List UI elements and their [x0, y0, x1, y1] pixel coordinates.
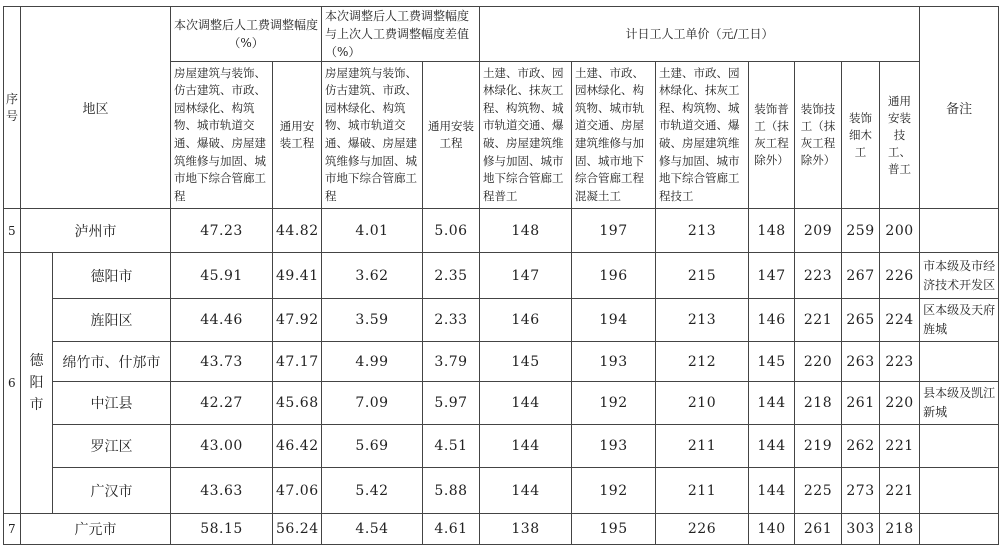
cell-value: 3.59	[322, 299, 423, 342]
cell-value: 4.61	[423, 514, 480, 545]
cell-value: 223	[795, 253, 842, 299]
cell-value: 224	[880, 299, 920, 342]
cell-value: 209	[795, 209, 842, 253]
cell-value: 138	[480, 514, 572, 545]
cell-value: 3.62	[322, 253, 423, 299]
row-note	[920, 514, 999, 545]
cell-value: 42.27	[171, 382, 273, 425]
cell-value: 148	[749, 209, 795, 253]
header-unit-price: 计日工人工单价（元/工日）	[480, 7, 920, 62]
row-note: 县本级及凯江新城	[920, 382, 999, 425]
cell-value: 145	[480, 342, 572, 382]
header-adjust-pct: 本次调整后人工费调整幅度（%）	[171, 7, 322, 62]
header-sub-install: 通用安装工程	[273, 62, 322, 209]
cell-value: 147	[749, 253, 795, 299]
cell-value: 2.33	[423, 299, 480, 342]
cell-value: 5.69	[322, 425, 423, 468]
cell-value: 223	[880, 342, 920, 382]
cell-value: 140	[749, 514, 795, 545]
row-seq: 6	[4, 253, 21, 514]
cell-value: 193	[572, 342, 656, 382]
cell-value: 44.82	[273, 209, 322, 253]
row-note	[920, 342, 999, 382]
table-row	[4, 209, 999, 253]
cell-value: 197	[572, 209, 656, 253]
table-row	[4, 425, 999, 468]
cell-value: 221	[880, 425, 920, 468]
cell-value: 226	[656, 514, 749, 545]
cell-value: 43.00	[171, 425, 273, 468]
cell-value: 4.01	[322, 209, 423, 253]
cell-value: 221	[880, 468, 920, 514]
header-sub-deco-general: 装饰普工（抹灰工程除外）	[749, 62, 795, 209]
cell-value: 195	[572, 514, 656, 545]
table-row	[4, 342, 999, 382]
labor-cost-table	[3, 6, 999, 545]
header-sub-install-diff: 通用安装工程	[423, 62, 480, 209]
cell-value: 218	[795, 382, 842, 425]
cell-value: 267	[842, 253, 880, 299]
header-sub-deco-fine: 装饰细木工	[842, 62, 880, 209]
cell-value: 44.46	[171, 299, 273, 342]
row-region: 罗江区	[53, 425, 171, 468]
row-region: 广元市	[21, 514, 171, 545]
cell-value: 196	[572, 253, 656, 299]
cell-value: 56.24	[273, 514, 322, 545]
cell-value: 261	[842, 382, 880, 425]
row-region: 广汉市	[53, 468, 171, 514]
cell-value: 147	[480, 253, 572, 299]
cell-value: 213	[656, 299, 749, 342]
table-row	[4, 299, 999, 342]
header-row-top	[4, 7, 999, 62]
table-row	[4, 382, 999, 425]
cell-value: 273	[842, 468, 880, 514]
cell-value: 47.17	[273, 342, 322, 382]
row-region: 德阳市	[53, 253, 171, 299]
cell-value: 144	[749, 425, 795, 468]
header-sub-building-diff: 房屋建筑与装饰、仿古建筑、市政、园林绿化、构筑物、城市轨道交通、爆破、房屋建筑维修与加固、城市地下综合管廊工程	[322, 62, 423, 209]
cell-value: 219	[795, 425, 842, 468]
cell-value: 144	[480, 382, 572, 425]
cell-value: 261	[795, 514, 842, 545]
cell-value: 46.42	[273, 425, 322, 468]
row-note	[920, 425, 999, 468]
cell-value: 262	[842, 425, 880, 468]
header-region: 地区	[21, 7, 171, 209]
cell-value: 45.68	[273, 382, 322, 425]
cell-value: 259	[842, 209, 880, 253]
cell-value: 144	[480, 468, 572, 514]
cell-value: 2.35	[423, 253, 480, 299]
cell-value: 145	[749, 342, 795, 382]
row-seq: 7	[4, 514, 21, 545]
cell-value: 220	[795, 342, 842, 382]
cell-value: 5.42	[322, 468, 423, 514]
cell-value: 265	[842, 299, 880, 342]
row-note: 市本级及市经济技术开发区	[920, 253, 999, 299]
header-remark: 备注	[920, 7, 999, 209]
cell-value: 220	[880, 382, 920, 425]
header-adjust-diff: 本次调整后人工费调整幅度与上次人工费调整幅度差值（%）	[322, 7, 480, 62]
cell-value: 4.99	[322, 342, 423, 382]
cell-value: 210	[656, 382, 749, 425]
cell-value: 5.97	[423, 382, 480, 425]
cell-value: 192	[572, 468, 656, 514]
cell-value: 226	[880, 253, 920, 299]
cell-value: 146	[749, 299, 795, 342]
cell-value: 200	[880, 209, 920, 253]
table-row	[4, 514, 999, 545]
cell-value: 215	[656, 253, 749, 299]
cell-value: 45.91	[171, 253, 273, 299]
cell-value: 212	[656, 342, 749, 382]
cell-value: 5.06	[423, 209, 480, 253]
cell-value: 47.92	[273, 299, 322, 342]
cell-value: 221	[795, 299, 842, 342]
cell-value: 211	[656, 425, 749, 468]
cell-value: 225	[795, 468, 842, 514]
header-seq: 序号	[4, 7, 21, 209]
cell-value: 303	[842, 514, 880, 545]
cell-value: 7.09	[322, 382, 423, 425]
cell-value: 47.06	[273, 468, 322, 514]
header-sub-skilled-labor: 土建、市政、园林绿化、抹灰工程、构筑物、城市轨道交通、爆破、房屋建筑维修与加固、城市地下综合管廊工程技工	[656, 62, 749, 209]
table-row	[4, 468, 999, 514]
row-group-city	[21, 253, 53, 514]
header-sub-concrete-labor: 土建、市政、园林绿化、构筑物、城市轨道交通、房屋建筑维修与加固、城市地下综合管廊工程混凝土工	[572, 62, 656, 209]
header-sub-building: 房屋建筑与装饰、仿古建筑、市政、园林绿化、构筑物、城市轨道交通、爆破、房屋建筑维修与加固、城市地下综合管廊工程	[171, 62, 273, 209]
row-seq: 5	[4, 209, 21, 253]
cell-value: 144	[480, 425, 572, 468]
row-note	[920, 468, 999, 514]
row-region: 中江县	[53, 382, 171, 425]
group-city-label: 德阳市	[29, 353, 44, 413]
row-region: 旌阳区	[53, 299, 171, 342]
cell-value: 5.88	[423, 468, 480, 514]
cell-value: 211	[656, 468, 749, 514]
cell-value: 193	[572, 425, 656, 468]
cell-value: 194	[572, 299, 656, 342]
row-note: 区本级及天府旌城	[920, 299, 999, 342]
cell-value: 144	[749, 468, 795, 514]
cell-value: 146	[480, 299, 572, 342]
header-sub-install-labor: 通用安装技工、普工	[880, 62, 920, 209]
cell-value: 43.63	[171, 468, 273, 514]
cell-value: 3.79	[423, 342, 480, 382]
cell-value: 263	[842, 342, 880, 382]
cell-value: 218	[880, 514, 920, 545]
cell-value: 192	[572, 382, 656, 425]
cell-value: 49.41	[273, 253, 322, 299]
cell-value: 4.51	[423, 425, 480, 468]
cell-value: 4.54	[322, 514, 423, 545]
row-region: 绵竹市、什邡市	[53, 342, 171, 382]
row-region: 泸州市	[21, 209, 171, 253]
cell-value: 148	[480, 209, 572, 253]
header-sub-general-labor: 土建、市政、园林绿化、抹灰工程、构筑物、城市轨道交通、爆破、房屋建筑维修与加固、城市地下综合管廊工程普工	[480, 62, 572, 209]
cell-value: 58.15	[171, 514, 273, 545]
cell-value: 144	[749, 382, 795, 425]
row-note	[920, 209, 999, 253]
table-row	[4, 253, 999, 299]
cell-value: 47.23	[171, 209, 273, 253]
cell-value: 213	[656, 209, 749, 253]
cell-value: 43.73	[171, 342, 273, 382]
header-sub-deco-skill: 装饰技工（抹灰工程除外）	[795, 62, 842, 209]
